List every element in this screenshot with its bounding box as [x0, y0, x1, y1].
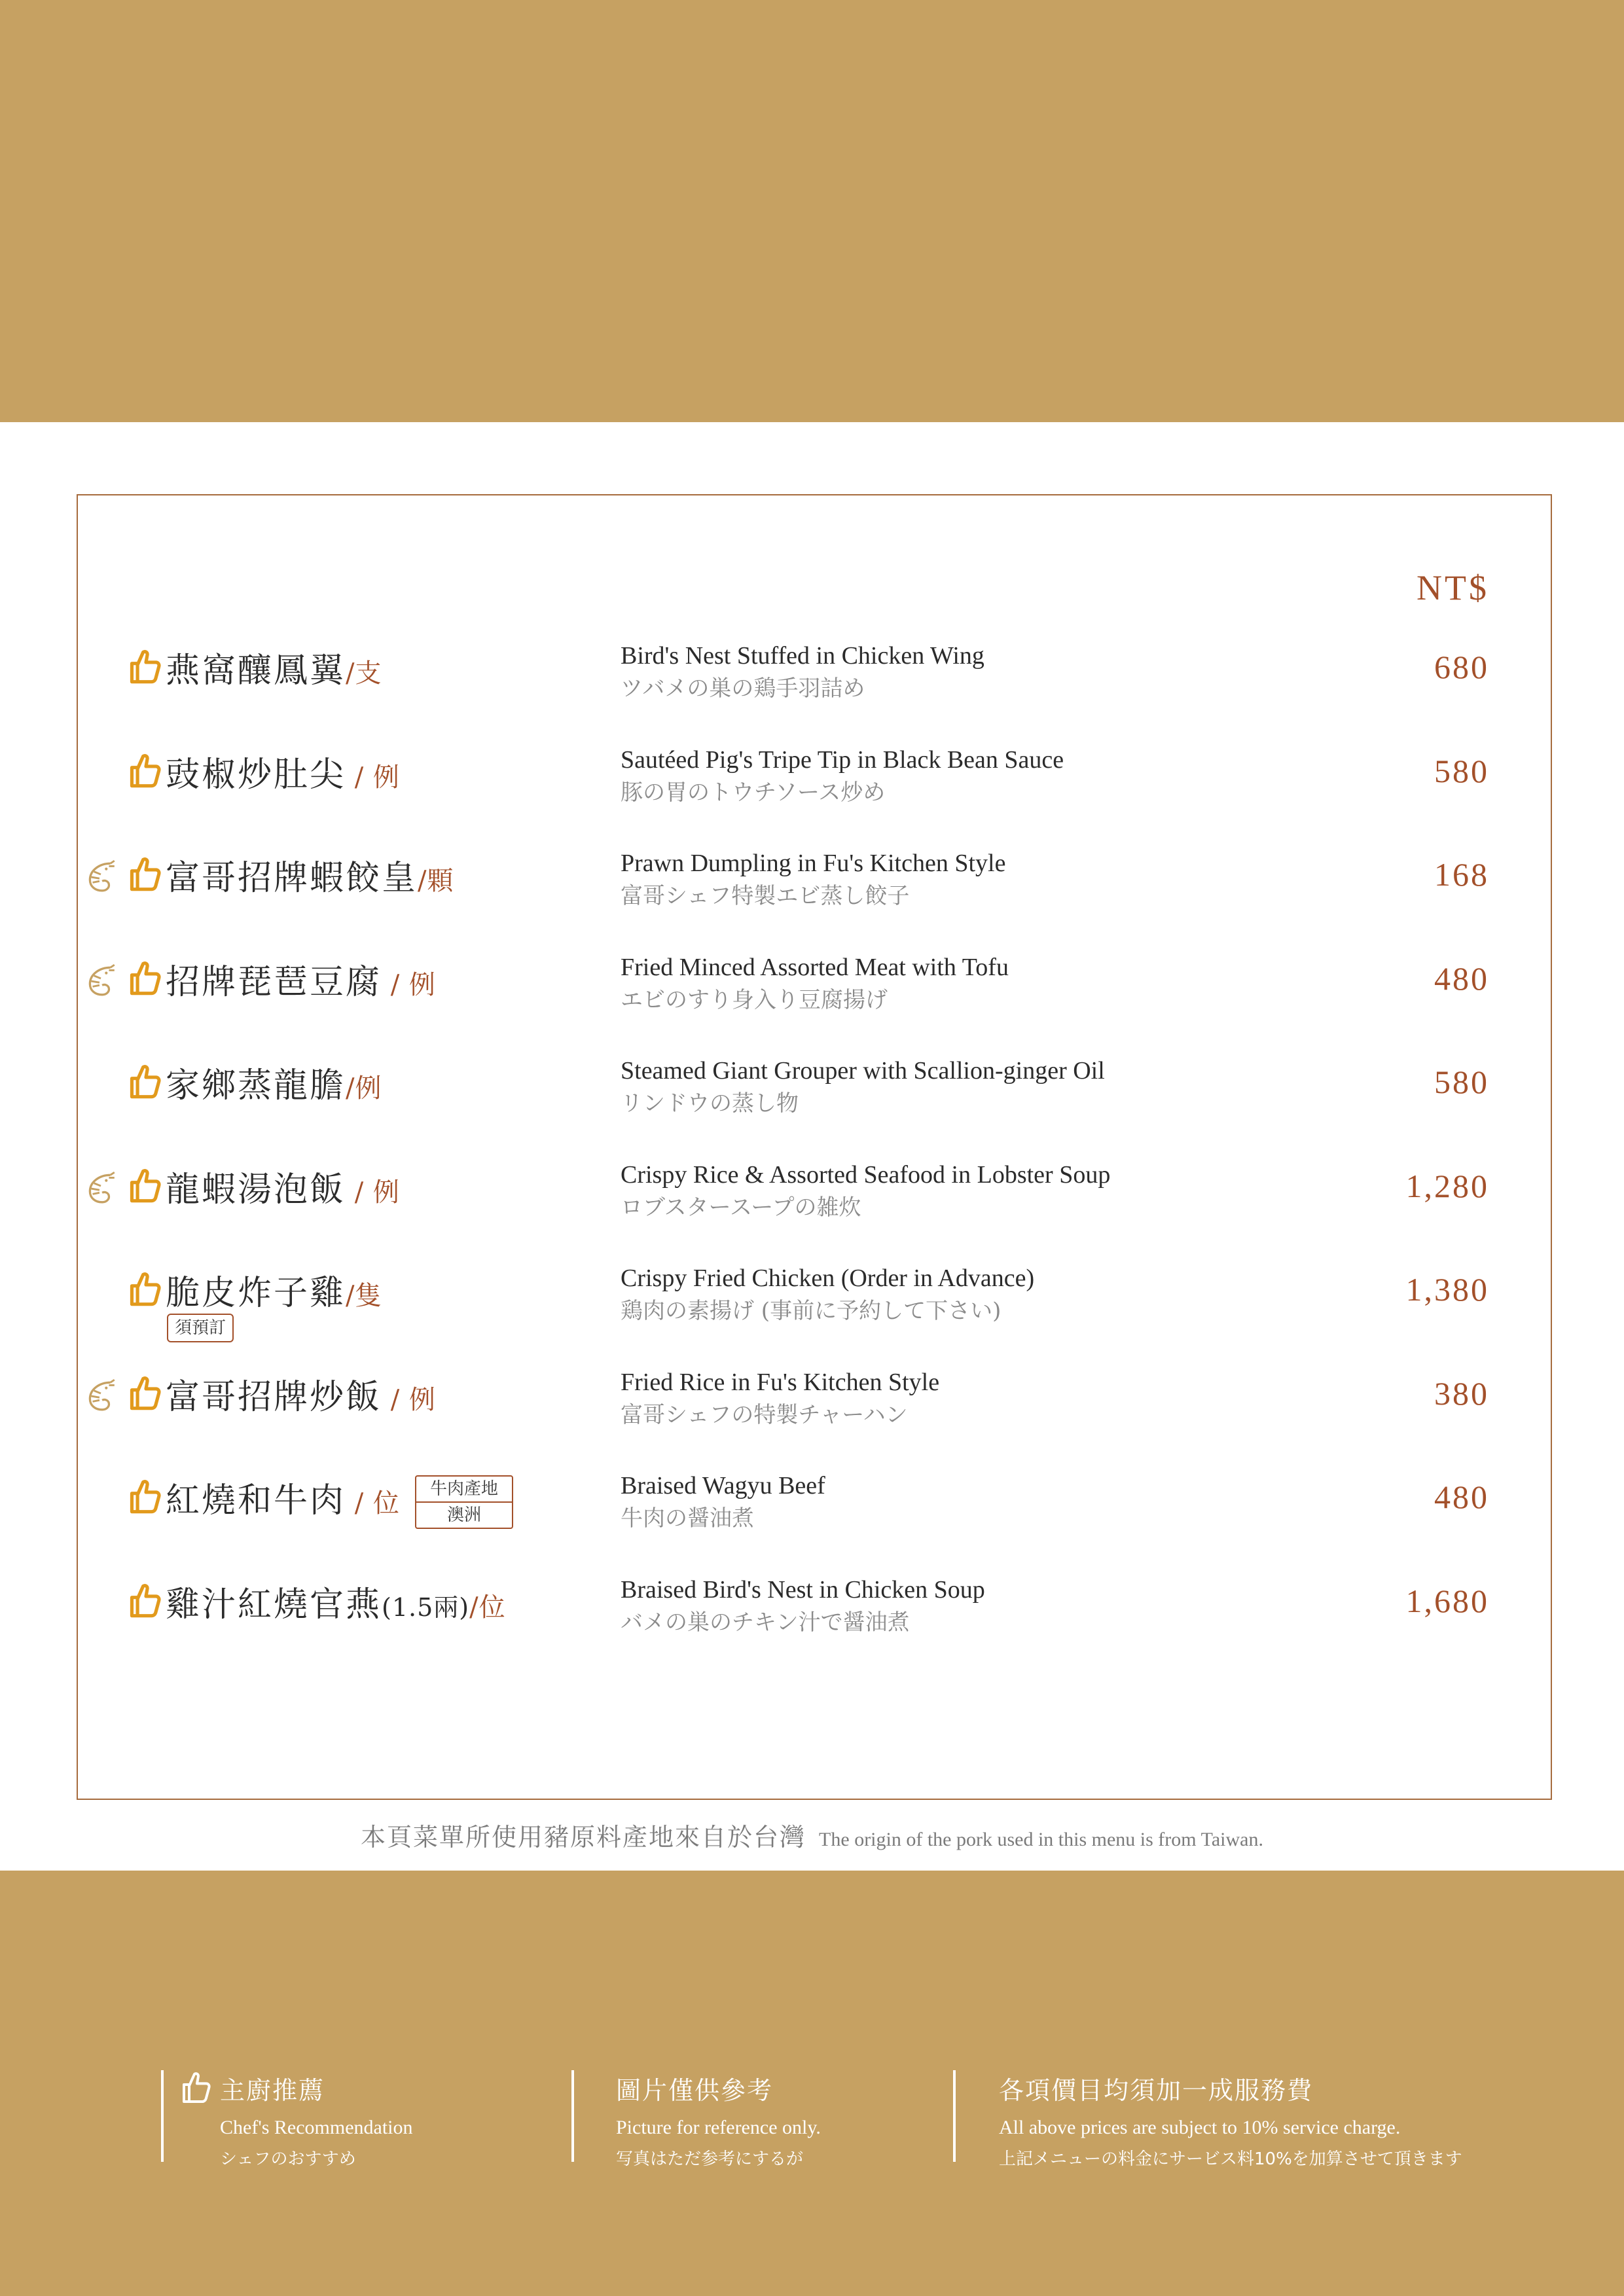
dish-name-zh-text: 富哥招牌蝦餃皇 — [166, 859, 418, 898]
footer-en: All above prices are subject to 10% service charge. — [999, 2117, 1401, 2138]
dish-name-zh — [166, 954, 436, 1003]
dish-portion-note: (1.5兩) — [382, 1592, 470, 1622]
dish-name-zh — [166, 643, 382, 692]
thumbs-up-icon — [129, 1582, 163, 1619]
beef-origin-badge — [415, 1475, 513, 1529]
dish-unit: / 例 — [346, 762, 400, 793]
menu-item — [78, 747, 1551, 851]
dish-name-zh-text: 富哥招牌炒飯 — [166, 1377, 382, 1417]
dish-unit: /顆 — [418, 866, 454, 896]
dish-unit: / 例 — [382, 969, 436, 1000]
dish-price: 580 — [1434, 1064, 1489, 1100]
footer-service-charge — [953, 2070, 1462, 2169]
menu-item — [78, 1577, 1551, 1681]
footer-en: Picture for reference only. — [616, 2117, 821, 2138]
dish-name-zh — [166, 1162, 400, 1211]
thumbs-up-icon — [129, 1270, 163, 1307]
dish-name-jp: ロブスタースープの雑炊 — [621, 1194, 861, 1221]
dish-unit: / 例 — [382, 1384, 436, 1415]
thumbs-up-icon — [129, 1478, 163, 1515]
dish-name-jp: エビのすり身入り豆腐揚げ — [621, 986, 888, 1013]
shrimp-icon — [83, 858, 118, 893]
dish-name-zh — [166, 1265, 382, 1314]
origin-label: 牛肉產地 — [429, 1479, 498, 1499]
dish-price: 480 — [1434, 960, 1489, 997]
dish-name-jp: バメの巣のチキン汁で醤油煮 — [621, 1609, 910, 1636]
pork-origin-zh: 本頁菜單所使用豬原料產地來自於台灣 — [361, 1823, 806, 1852]
dish-name-jp: 豚の胃のトウチソース炒め — [621, 779, 886, 806]
thumbs-up-icon — [129, 1374, 163, 1411]
dish-name-zh — [166, 1058, 382, 1107]
dish-price: 1,280 — [1405, 1167, 1489, 1204]
dish-name-zh-text: 脆皮炸子雞 — [166, 1274, 346, 1313]
thumbs-up-icon — [129, 855, 163, 892]
dish-name-zh-text: 紅燒和牛肉 — [166, 1481, 346, 1520]
dish-unit: / 位 — [346, 1488, 400, 1518]
dish-price: 1,680 — [1405, 1582, 1489, 1619]
menu-frame — [77, 494, 1552, 1800]
footer-en: Chef's Recommendation — [220, 2117, 413, 2138]
dish-unit: / 例 — [346, 1177, 400, 1208]
dish-name-jp: 富哥シェフの特製チャーハン — [621, 1401, 908, 1428]
menu-item — [78, 1369, 1551, 1473]
footer-chef-recommendation — [161, 2070, 413, 2169]
dish-unit: /支 — [346, 658, 382, 689]
footer-zh: 主廚推薦 — [220, 2076, 325, 2105]
dish-name-jp: リンドウの蒸し物 — [621, 1090, 799, 1117]
dish-name-zh — [166, 747, 400, 796]
reservation-required-tag: 須預訂 — [167, 1314, 234, 1342]
footer-zh: 圖片僅供參考 — [616, 2076, 774, 2105]
dish-unit: /例 — [346, 1073, 382, 1103]
footer-jp: シェフのおすすめ — [220, 2149, 356, 2169]
thumbs-up-icon — [129, 1167, 163, 1204]
dish-name-en: Prawn Dumpling in Fu's Kitchen Style — [621, 850, 1006, 877]
dish-name-zh — [166, 1473, 400, 1522]
dish-name-en: Fried Minced Assorted Meat with Tofu — [621, 953, 1009, 981]
thumbs-up-icon — [129, 752, 163, 789]
dish-price: 168 — [1434, 856, 1489, 893]
dish-name-zh-text: 雞汁紅燒官燕 — [166, 1585, 382, 1624]
thumbs-up-icon — [129, 960, 163, 996]
dish-name-en: Braised Wagyu Beef — [621, 1472, 825, 1499]
dish-name-jp: 富哥シェフ特製エビ蒸し餃子 — [621, 883, 910, 909]
dish-price: 1,380 — [1405, 1271, 1489, 1308]
menu-item — [78, 954, 1551, 1058]
dish-name-zh — [166, 1369, 436, 1418]
dish-name-en: Steamed Giant Grouper with Scallion-ginger Oil — [621, 1057, 1105, 1085]
footer-zh: 各項價目均須加一成服務費 — [999, 2076, 1314, 2105]
dish-name-zh-text: 龍蝦湯泡飯 — [166, 1170, 346, 1210]
thumbs-up-icon — [129, 648, 163, 685]
origin-value: 澳洲 — [416, 1501, 512, 1528]
dish-name-zh-text: 燕窩釀鳳翼 — [166, 651, 346, 691]
shrimp-icon — [83, 962, 118, 997]
dish-name-zh-text: 家鄉蒸龍膽 — [166, 1066, 346, 1105]
dish-price: 480 — [1434, 1479, 1489, 1515]
top-color-band — [0, 0, 1624, 422]
dish-name-zh-text: 豉椒炒肚尖 — [166, 755, 346, 795]
dish-name-en: Bird's Nest Stuffed in Chicken Wing — [621, 642, 984, 670]
menu-item — [78, 1473, 1551, 1577]
footer-jp: 上記メニューの料金にサービス料10%を加算させて頂きます — [999, 2149, 1462, 2169]
menu-item — [78, 1265, 1551, 1369]
shrimp-icon — [83, 1170, 118, 1205]
thumbs-up-icon — [129, 1063, 163, 1100]
dish-name-en: Fried Rice in Fu's Kitchen Style — [621, 1368, 940, 1396]
shrimp-icon — [83, 1377, 118, 1412]
dish-name-en: Crispy Fried Chicken (Order in Advance) — [621, 1265, 1035, 1292]
menu-item — [78, 1162, 1551, 1266]
dish-price: 580 — [1434, 752, 1489, 789]
menu-list — [78, 643, 1551, 1680]
dish-price: 680 — [1434, 649, 1489, 685]
footer-jp: 写真はただ参考にするが — [616, 2149, 804, 2169]
dish-name-zh — [166, 850, 454, 899]
footer-picture-note — [571, 2070, 821, 2169]
dish-unit: /隻 — [346, 1281, 382, 1311]
dish-name-en: Braised Bird's Nest in Chicken Soup — [621, 1575, 985, 1604]
menu-item — [78, 850, 1551, 954]
dish-name-en: Crispy Rice & Assorted Seafood in Lobster Soup — [621, 1160, 1111, 1189]
dish-name-jp: ツバメの巣の鶏手羽詰め — [621, 675, 865, 702]
dish-name-jp: 牛肉の醤油煮 — [621, 1505, 754, 1532]
currency-header: NT$ — [1416, 568, 1489, 607]
dish-name-zh — [166, 1577, 506, 1626]
dish-name-zh-text: 招牌琵琶豆腐 — [166, 962, 382, 1002]
menu-item — [78, 643, 1551, 747]
dish-name-jp: 鶏肉の素揚げ (事前に予約して下さい) — [621, 1298, 1001, 1324]
thumbs-up-icon — [181, 2070, 213, 2104]
pork-origin-en: The origin of the pork used in this menu is from Taiwan. — [819, 1829, 1263, 1850]
dish-unit: /位 — [469, 1592, 506, 1623]
dish-price: 380 — [1434, 1374, 1489, 1412]
dish-name-en: Sautéed Pig's Tripe Tip in Black Bean Sauce — [621, 745, 1064, 774]
menu-item — [78, 1058, 1551, 1162]
pork-origin-note — [0, 1817, 1624, 1853]
